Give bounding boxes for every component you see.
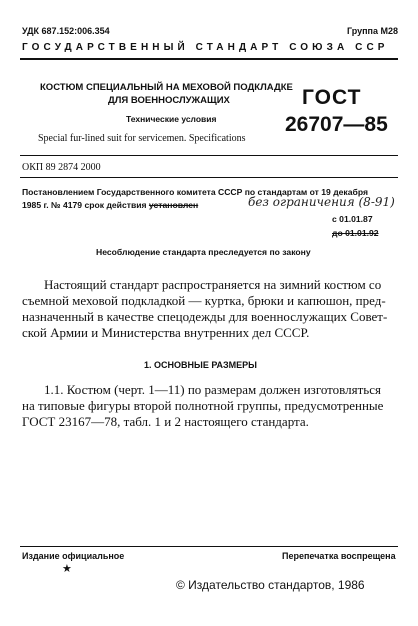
header-rule <box>20 58 398 60</box>
effective-until-struck: до 01.01.92 <box>332 228 379 238</box>
official-edition: Издание официальное <box>22 551 125 561</box>
gost-number: 26707—85 <box>285 113 388 136</box>
section-1-line-2: на типовые фигуры второй полнотной группы, предусмотренные <box>22 398 384 413</box>
udk-code: УДК 687.152:006.354 <box>22 26 110 36</box>
section-1-line-1: 1.1. Костюм (черт. 1—11) по размерам должен изготовляться <box>44 382 381 397</box>
publisher-copyright: © Издательство стандартов, 1986 <box>176 578 365 592</box>
title-english: Special fur-lined suit for servicemen. Specifications <box>38 133 246 144</box>
law-notice: Несоблюдение стандарта преследуется по закону <box>96 247 311 257</box>
decree-struck-word: установлен <box>148 200 199 210</box>
title-ru-subtitle: Технические условия <box>126 114 217 124</box>
star-mark: ★ <box>62 563 72 575</box>
reprint-prohibited: Перепечатка воспрещена <box>282 551 396 561</box>
group-code: Группа М28 <box>346 26 398 36</box>
gost-label: ГОСТ <box>302 86 362 109</box>
okp-rule <box>20 177 398 178</box>
title-ru-line2: ДЛЯ ВОЕННОСЛУЖАЩИХ <box>108 95 230 106</box>
effective-from: с 01.01.87 <box>332 214 373 224</box>
handwritten-correction: без ограничения (8-91) <box>248 195 395 209</box>
title-rule <box>20 155 398 156</box>
intro-line-4: ской Армии и Министерства внутренних дел СССР. <box>22 325 310 340</box>
decree-line2-prefix: 1985 г. № 4179 срок действия <box>22 200 147 210</box>
intro-line-2: съемной меховой подкладкой — куртка, брюки и капюшон, пред- <box>22 293 386 308</box>
state-standard-banner: ГОСУДАРСТВЕННЫЙ СТАНДАРТ СОЮЗА ССР <box>22 42 389 53</box>
intro-line-1: Настоящий стандарт распространяется на зимний костюм со <box>44 277 382 292</box>
section-1-line-3: ГОСТ 23167—78, табл. 1 и 2 настоящего стандарта. <box>22 414 309 429</box>
title-ru-line1: КОСТЮМ СПЕЦИАЛЬНЫЙ НА МЕХОВОЙ ПОДКЛАДКЕ <box>40 82 293 93</box>
decree-line2 <box>22 200 198 210</box>
okp-code: ОКП 89 2874 2000 <box>22 162 101 173</box>
intro-line-3: назначенный в качестве спецодежды для военнослужащих Совет- <box>22 309 388 324</box>
footer-rule <box>20 546 398 547</box>
decree-line1: Постановлением Государственного комитета СССР по стандартам от 19 декабря <box>22 187 368 197</box>
section-1-heading: 1. ОСНОВНЫЕ РАЗМЕРЫ <box>144 360 257 370</box>
